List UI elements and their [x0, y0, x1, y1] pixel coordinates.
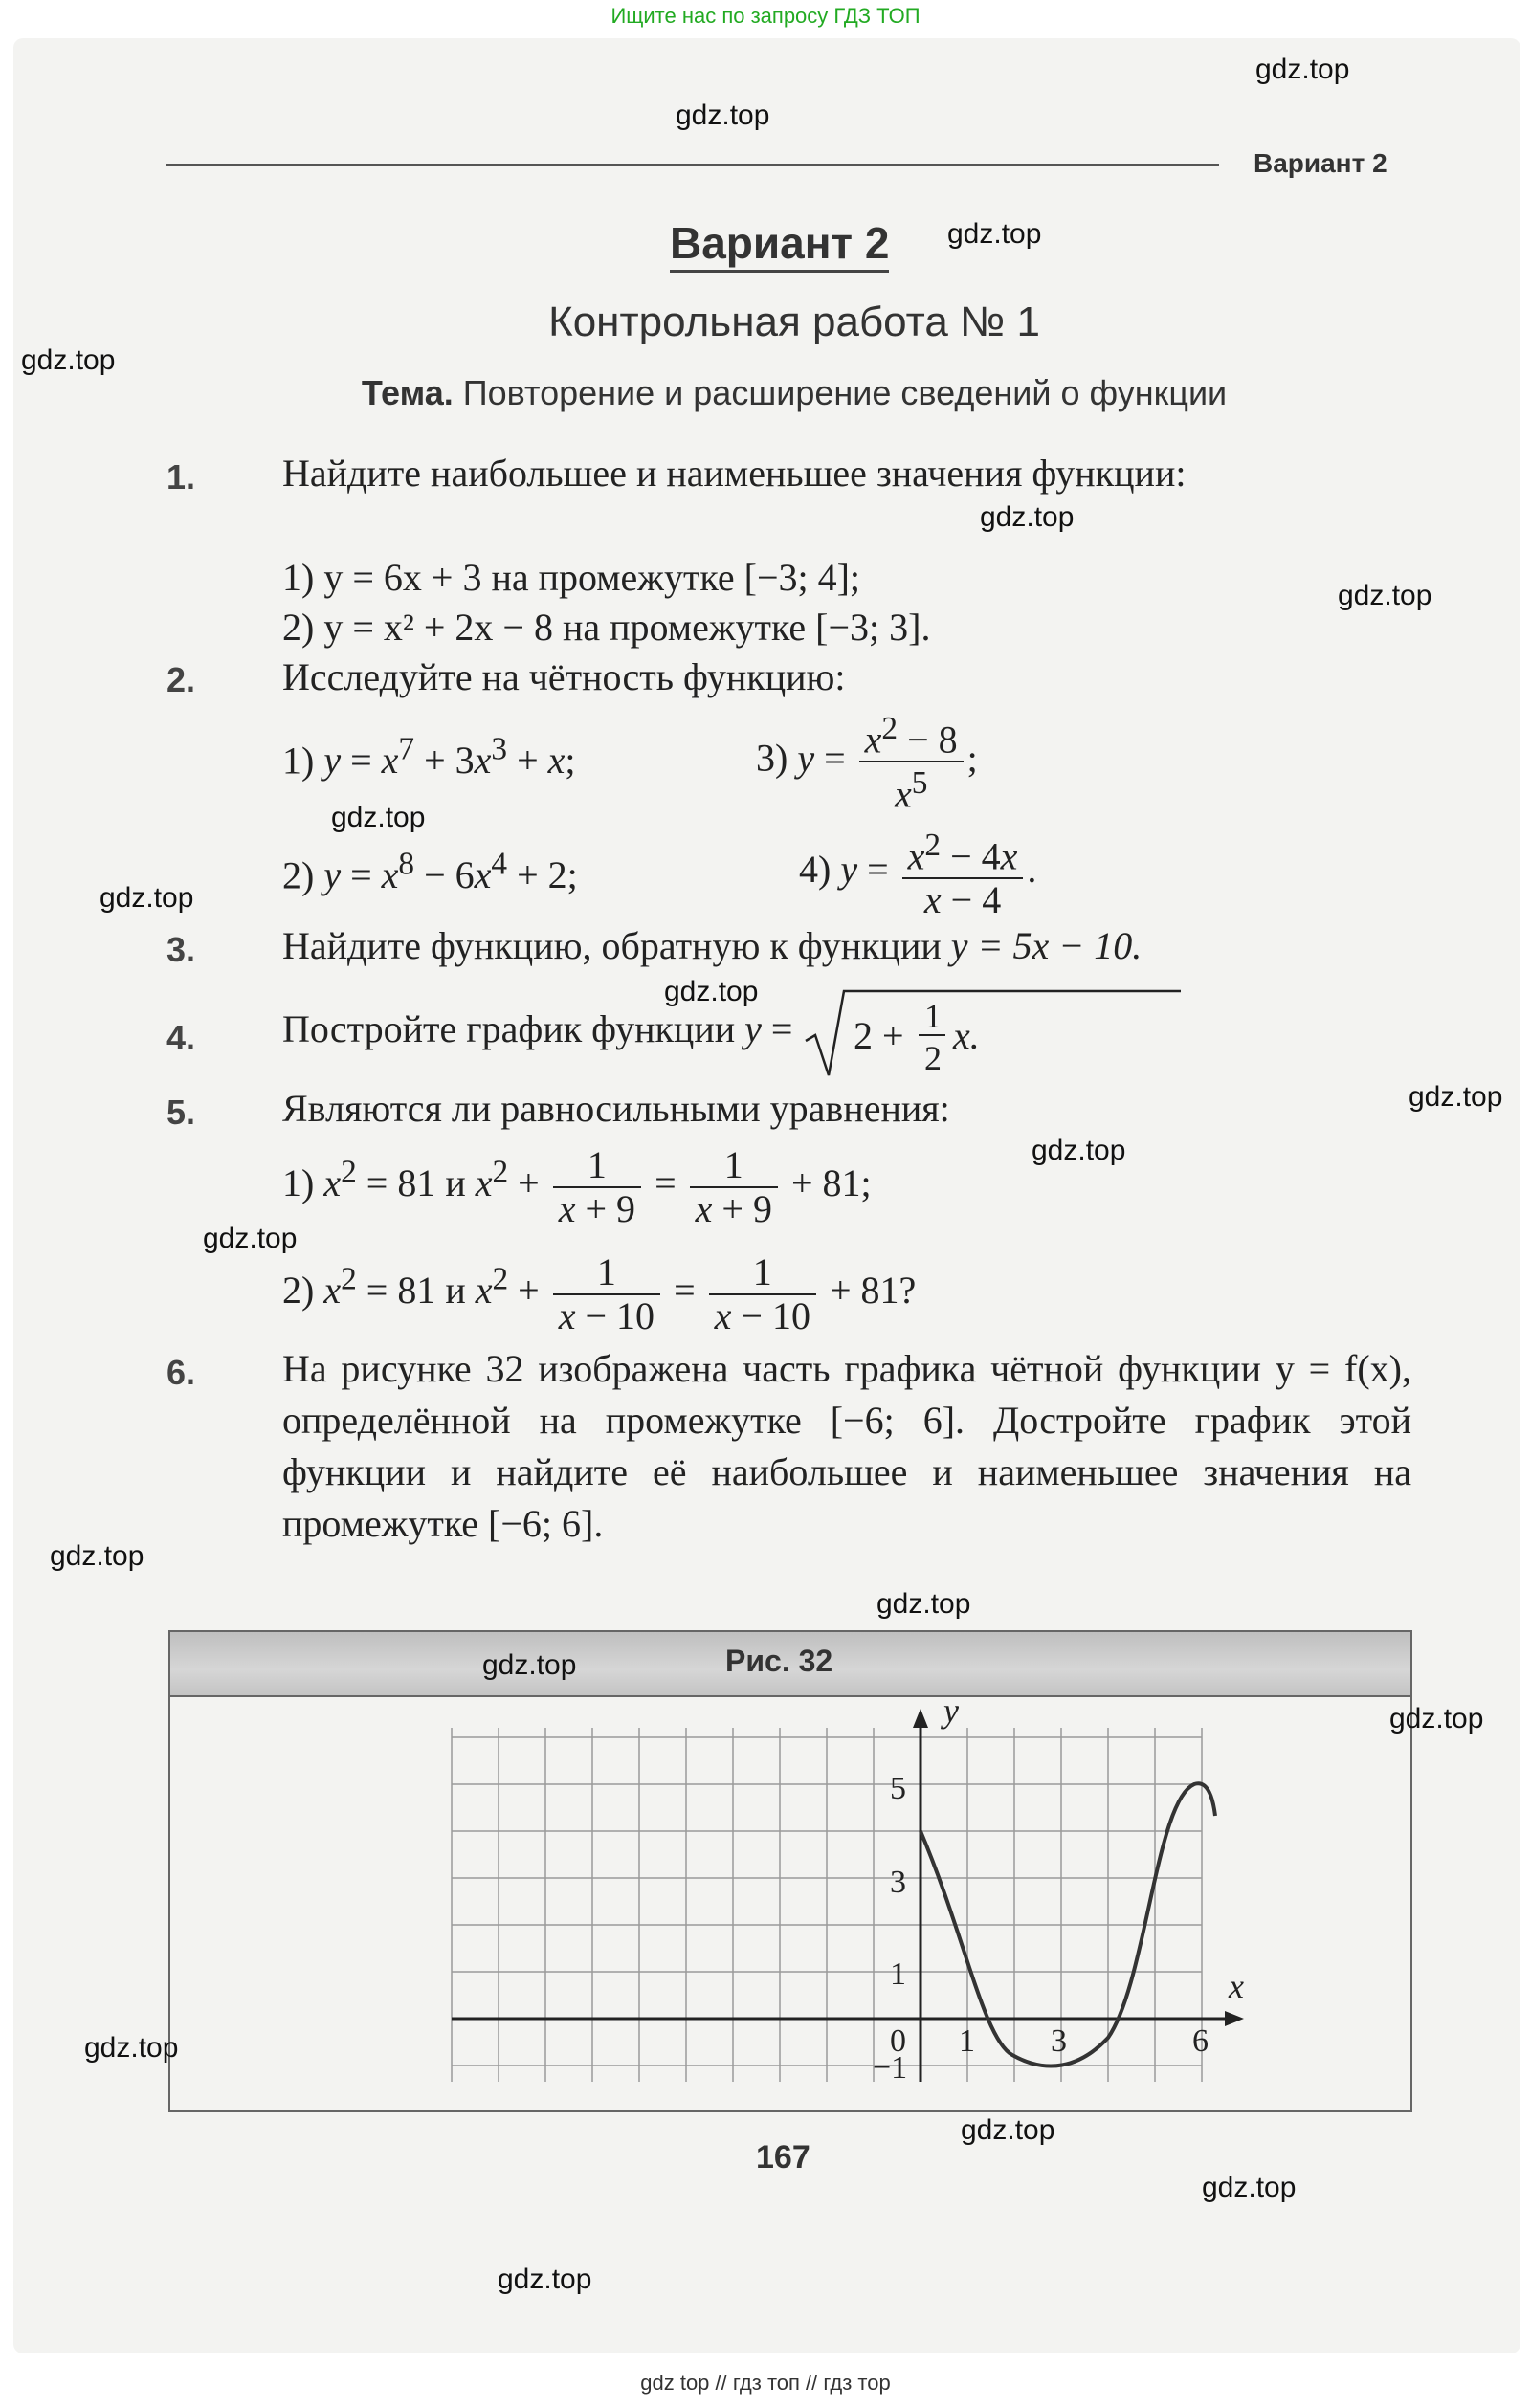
watermark: gdz.top: [84, 2032, 179, 2064]
watermark: gdz.top: [676, 99, 770, 131]
svg-text:2 +: 2 +: [854, 1014, 905, 1057]
page-number: 167: [756, 2139, 810, 2176]
watermark: gdz.top: [980, 501, 1075, 533]
tick-label-origin: 0: [890, 2023, 906, 2059]
task-1-text: Найдите наибольшее и наименьшее значения функции:: [282, 452, 1187, 495]
figure-caption-bar: [170, 1632, 1410, 1697]
formula: $x^2 = 81$ и $x^2$ + $\frac{1}{x + 9}$ = $\frac{1}{x + 9}$ + 81;: [323, 1143, 872, 1230]
item-marker: 3): [756, 736, 788, 780]
formula: y = $\frac{x^2 - 4x}{x - 4}$ .: [840, 848, 1036, 891]
watermark: gdz.top: [1202, 2172, 1297, 2203]
watermark: gdz.top: [50, 1540, 144, 1572]
watermark: gdz.top: [961, 2114, 1055, 2146]
running-head-rule: [166, 164, 1219, 166]
formula: $x^2 = 81$ и $x^2$ + $\frac{1}{x - 10}$ = $\frac{1}{x - 10}$ + 81?: [323, 1250, 917, 1337]
formula: $y = x^7 + 3x^3 + x$;: [323, 732, 576, 783]
watermark: gdz.top: [482, 1649, 577, 1681]
watermark: gdz.top: [203, 1223, 298, 1254]
topic-text: Повторение и расширение сведений о функции: [462, 373, 1228, 412]
task-3-text: [282, 923, 1142, 968]
work-title: Контрольная работа № 1: [548, 298, 1040, 345]
item-marker: 2): [282, 1269, 315, 1313]
task-3-formula: y = 5x − 10.: [950, 924, 1143, 967]
watermark: gdz.top: [100, 882, 194, 914]
watermark: gdz.top: [21, 344, 116, 376]
axis-x-label: x: [1229, 1967, 1244, 2005]
task-4-question: Постройте график функции: [282, 1007, 736, 1051]
item-marker: 2): [282, 853, 315, 897]
task-6-text: На рисунке 32 изображена часть графика чётной функции y = f(x), определённой на промежутке [−6; 6]. Достройте график этой функции и найдите её наибольшее и наименьшее значения на промежутке [−6; 6].: [282, 1347, 1411, 1545]
watermark: gdz.top: [1032, 1135, 1126, 1166]
watermark: gdz.top: [1338, 580, 1432, 611]
item-marker: 1): [282, 739, 315, 783]
formula: $y = x^8 - 6x^4 + 2$;: [323, 847, 578, 897]
y-axis-arrow-icon: [913, 1709, 928, 1728]
task-5-text: Являются ли равносильными уравнения:: [282, 1087, 950, 1130]
tick-label-y1: 1: [890, 1956, 906, 1992]
bottom-watermark-bar: gdz top // гдз топ // гдз тор: [640, 2371, 891, 2395]
svg-text:x.: x.: [953, 1014, 981, 1057]
item-marker: 1): [282, 1161, 315, 1205]
task-1-number: 1.: [166, 457, 196, 497]
tick-label-x1: 1: [959, 2023, 975, 2059]
function-graph: [170, 1695, 1410, 2110]
grid: [452, 1728, 1202, 2082]
task-2-item-1: [282, 732, 576, 783]
task-2-text: Исследуйте на чётность функцию:: [282, 655, 846, 698]
watermark: gdz.top: [1389, 1703, 1484, 1734]
topic-label: Тема.: [361, 373, 454, 412]
figure-label: Рис. 32: [725, 1644, 833, 1678]
variant-title: Вариант 2: [670, 216, 889, 273]
task-3-question: Найдите функцию, обратную к функции: [282, 924, 942, 967]
tick-label-y3: 3: [890, 1865, 906, 1900]
task-2-item-3: [756, 708, 978, 816]
formula: y = 2 + 1 2 x.: [744, 1007, 1185, 1050]
topic-heading: [0, 373, 1531, 413]
x-axis-arrow-icon: [1225, 2011, 1244, 2026]
watermark: gdz.top: [664, 976, 759, 1007]
search-banner: Ищите нас по запросу ГДЗ ТОП: [610, 4, 921, 28]
tick-label-x3: 3: [1051, 2023, 1067, 2059]
task-5-item-2: [282, 1251, 916, 1337]
figure-32: [168, 1630, 1412, 2112]
tick-label-y5: 5: [890, 1771, 906, 1806]
watermark: gdz.top: [331, 802, 426, 833]
task-2-item-2: [282, 847, 578, 897]
task-3-number: 3.: [166, 930, 196, 969]
tick-label-ym1: −1: [873, 2050, 908, 2086]
task-2-item-4: [799, 825, 1036, 921]
watermark: gdz.top: [498, 2264, 592, 2295]
task-1-item-2: 2) y = x² + 2x − 8 на промежутке [−3; 3].: [282, 606, 931, 649]
watermark: gdz.top: [1255, 54, 1350, 85]
sqrt-sign: [802, 985, 1185, 1081]
watermark: gdz.top: [947, 218, 1042, 250]
item-marker: 4): [799, 847, 832, 891]
running-head: Вариант 2: [1254, 148, 1387, 178]
task-2-number: 2.: [166, 660, 196, 699]
task-5-number: 5.: [166, 1093, 196, 1132]
watermark: gdz.top: [1409, 1081, 1503, 1113]
task-1-item-1: 1) y = 6x + 3 на промежутке [−3; 4];: [282, 556, 861, 599]
tick-label-x6: 6: [1192, 2023, 1209, 2059]
task-5-item-1: [282, 1144, 872, 1230]
watermark: gdz.top: [876, 1588, 971, 1620]
task-6-number: 6.: [166, 1353, 196, 1392]
task-4-number: 4.: [166, 1018, 196, 1057]
svg-text:2: 2: [924, 1039, 943, 1077]
formula: y = $\frac{x^2 - 8}{x^5}$ ;: [797, 737, 977, 780]
axis-y-label: y: [943, 1695, 959, 1730]
svg-text:1: 1: [924, 997, 943, 1035]
